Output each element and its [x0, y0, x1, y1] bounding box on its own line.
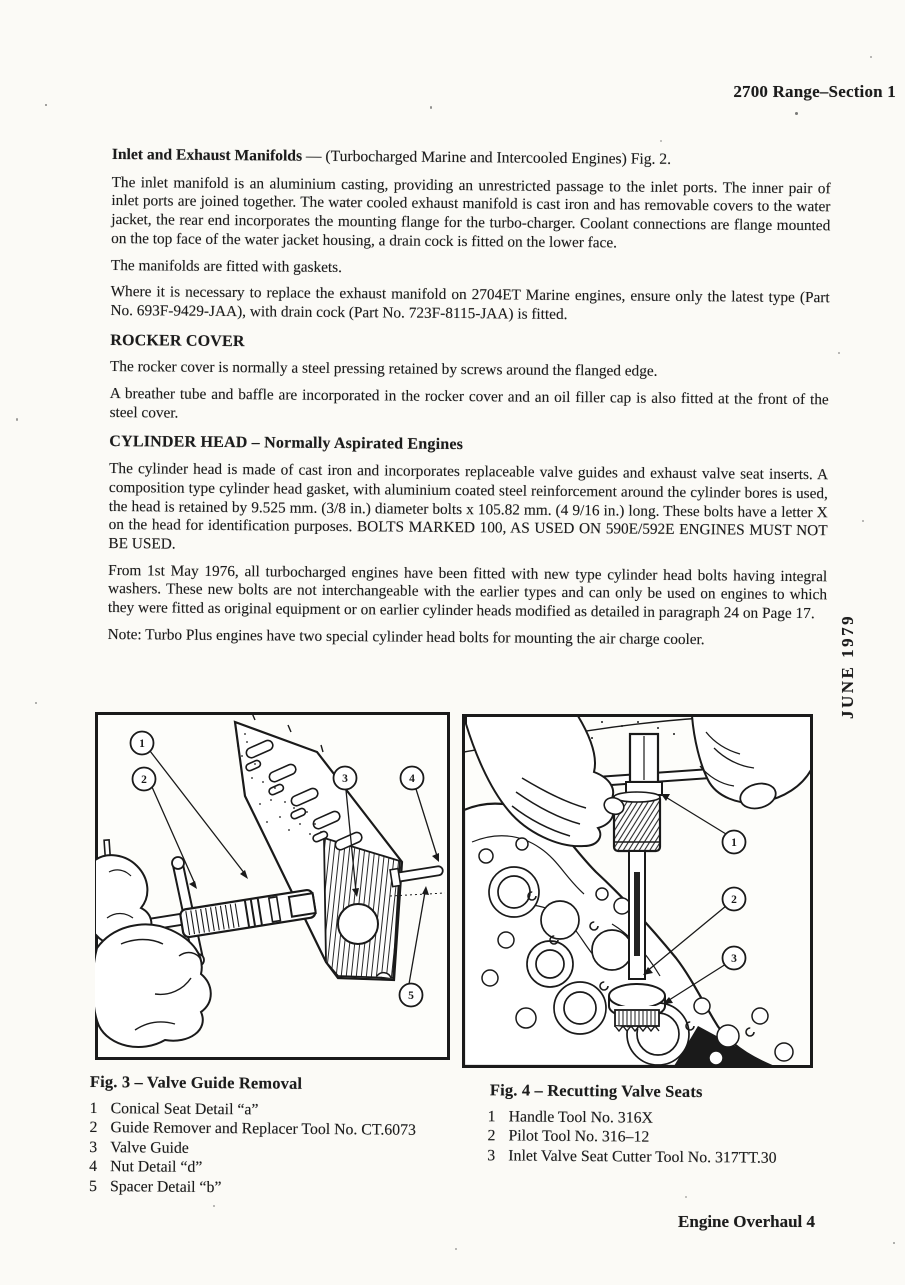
- paragraph: The inlet manifold is an aluminium casting, providing an unrestricted passage to the inlet ports. The inner pair of inlet ports are joined together. The water cooled exhaust manifold is cast iron and has removable covers to the water jacket, the rear end incorporates the mounting flange for the turbo-charger. Coolant connections are flange mounted on the top face of the water jacket housing, a drain cock is fitted on the lower face.: [111, 173, 831, 252]
- legend-item-number: 4: [89, 1158, 98, 1176]
- legend-item-label: Nut Detail “d”: [110, 1158, 203, 1177]
- manifolds-heading: [112, 146, 831, 171]
- page-footer-label: Engine Overhaul 4: [678, 1212, 815, 1231]
- side-date-label: JUNE 1979: [838, 613, 857, 719]
- figure-3-illustration: [95, 712, 450, 1060]
- scan-speck: [893, 1242, 895, 1244]
- scan-speck: [16, 418, 18, 421]
- scan-speck: [838, 352, 840, 354]
- callout-3: [334, 767, 357, 790]
- paragraph: A breather tube and baffle are incorporated in the rocker cover and an oil filler cap is also fitted at the front of the steel cover.: [109, 385, 829, 422]
- figure-3-caption: Fig. 3 – Valve Guide Removal: [89, 1071, 303, 1093]
- legend-item: [487, 1146, 831, 1168]
- scan-speck: [430, 106, 432, 109]
- callout-number: 1: [139, 738, 145, 750]
- paragraph: The rocker cover is normally a steel pressing retained by screws around the flanged edge.: [109, 358, 658, 381]
- legend-item-label: Guide Remover and Replacer Tool No. CT.6073: [110, 1119, 416, 1140]
- callout-2: [133, 768, 156, 791]
- figure-3-legend: [89, 1099, 455, 1199]
- legend-item-label: Conical Seat Detail “a”: [110, 1100, 259, 1119]
- legend-item-label: Inlet Valve Seat Cutter Tool No. 317TT.30: [508, 1147, 777, 1167]
- manifolds-heading-rest: — (Turbocharged Marine and Intercooled Engines) Fig. 2.: [301, 147, 672, 168]
- scan-speck: [870, 56, 872, 58]
- callout-number: 4: [409, 773, 415, 785]
- legend-item-number: 1: [487, 1108, 496, 1126]
- callout-1: [723, 831, 746, 854]
- callout-number: 1: [731, 837, 737, 849]
- page-header-section-label: 2700 Range–Section 1: [733, 82, 896, 101]
- legend-item-number: 5: [88, 1177, 97, 1195]
- figure-3: [88, 712, 455, 1196]
- figure-4-illustration: [462, 714, 813, 1068]
- scan-speck: [795, 112, 798, 115]
- scan-speck: [862, 520, 864, 522]
- scan-speck: [685, 1196, 687, 1198]
- paragraph: From 1st May 1976, all turbocharged engines have been fitted with new type cylinder head bolts having integral washers. These new bolts are not interchangeable with the earlier types and can only be used on engines to which they were fitted as original equipment or on earlier cylinder heads modified as detailed in paragraph 24 on Page 17.: [107, 561, 828, 623]
- callout-4: [401, 767, 424, 790]
- rocker-cover-heading: ROCKER COVER: [110, 331, 245, 350]
- legend-item-number: 3: [487, 1147, 496, 1165]
- manifolds-heading-bold: Inlet and Exhaust Manifolds: [111, 145, 303, 165]
- scan-speck: [345, 200, 347, 202]
- callout-5: [400, 984, 423, 1007]
- legend-item-number: 3: [89, 1138, 98, 1156]
- figure-4: [462, 714, 832, 1165]
- callout-number: 2: [141, 774, 147, 786]
- legend-item-label: Spacer Detail “b”: [109, 1177, 222, 1196]
- legend-item-label: Pilot Tool No. 316–12: [508, 1127, 650, 1147]
- callout-2: [723, 888, 746, 911]
- scan-speck: [35, 702, 37, 704]
- legend-item-number: 2: [487, 1127, 496, 1145]
- cylinder-head-heading: CYLINDER HEAD – Normally Aspirated Engines: [109, 433, 464, 454]
- note-line: Note: Turbo Plus engines have two special cylinder head bolts for mounting the air charge cooler.: [107, 625, 705, 648]
- paragraph: The manifolds are fitted with gaskets.: [110, 256, 343, 276]
- main-text-column: [108, 138, 831, 651]
- paragraph: Where it is necessary to replace the exhaust manifold on 2704ET Marine engines, ensure only the latest type (Part No. 693F-9429-JAA), with drain cock (Part No. 723F-8115-JAA) is fitted.: [110, 283, 830, 323]
- callout-number: 3: [342, 773, 348, 785]
- callout-number: 2: [731, 894, 737, 906]
- callout-number: 3: [731, 953, 737, 965]
- legend-item-number: 1: [89, 1099, 98, 1118]
- scan-speck: [45, 104, 47, 106]
- callout-number: 5: [408, 990, 414, 1002]
- callout-3: [723, 947, 746, 970]
- legend-item-label: Valve Guide: [110, 1138, 189, 1157]
- legend-item-number: 2: [89, 1119, 98, 1137]
- legend-item: [89, 1177, 454, 1200]
- figure-4-caption: Fig. 4 – Recutting Valve Seats: [489, 1080, 703, 1102]
- paragraph: The cylinder head is made of cast iron and incorporates replaceable valve guides and exhaust valve seat inserts. A composition type cylinder head gasket, with aluminium coated steel reinforcement around the cylinder bores is used, the head is retained by 9.525 mm. (3/8 in.) diameter bolts x 105.82 mm. (4 9/16 in.) long. These bolts have a letter X on the head for identification purposes. BOLTS MARKED 100, AS USED ON 590E/592E ENGINES MUST NOT BE USED.: [108, 460, 829, 553]
- figure-4-legend: [487, 1107, 831, 1168]
- callout-1: [131, 732, 154, 755]
- scan-speck: [213, 1205, 215, 1207]
- scan-speck: [660, 140, 662, 142]
- legend-item-label: Handle Tool No. 316X: [508, 1108, 654, 1127]
- scan-speck: [455, 1248, 457, 1250]
